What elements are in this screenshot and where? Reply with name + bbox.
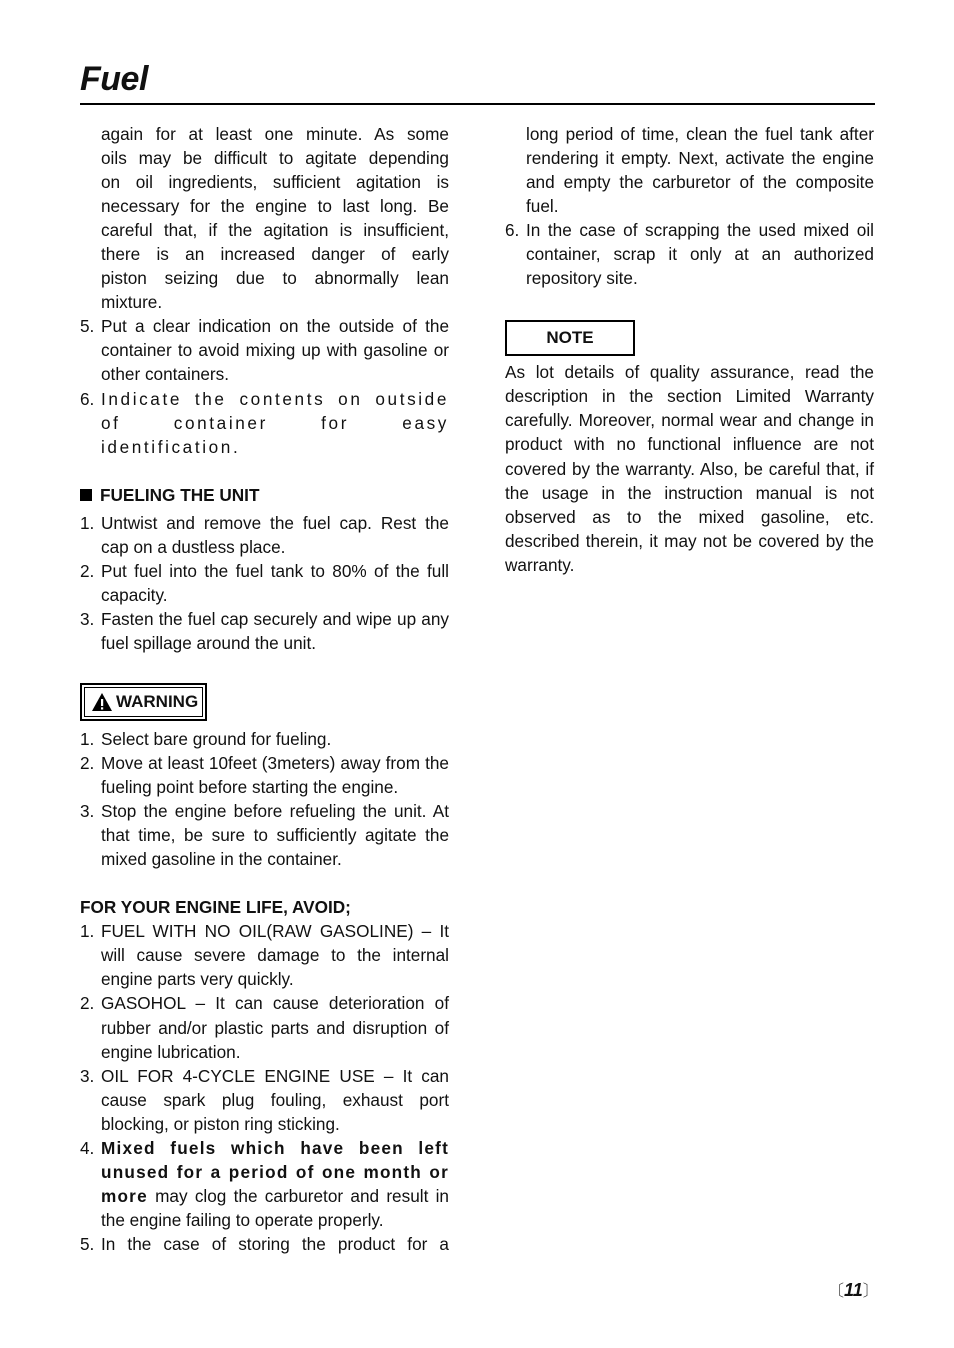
carry-over-paragraph: [80, 122, 449, 314]
fueling-heading: [80, 483, 449, 507]
item-number: 5.: [80, 316, 95, 337]
note-paragraph: As lot details of quality assurance, read the description in the section Limited Warranty carefully. Moreover, normal wear and change in product with no functional influence are not covered by the warranty. Also, be careful that, if the usage in the instruction manual is not observed as to the mixed gasoline, etc. described therein, it may not be covered by the warranty.: [505, 362, 874, 575]
list-item: [80, 799, 449, 871]
list-item: [80, 559, 449, 607]
item-text: Indicate the contents on outside of container for easy identification.: [101, 388, 449, 457]
list-item: [80, 919, 449, 991]
list-item: [80, 387, 449, 459]
warning-label: WARNING: [116, 691, 199, 711]
item-text: Fasten the fuel cap securely and wipe up any fuel spillage around the unit.: [101, 608, 449, 653]
item-text: OIL FOR 4-CYCLE ENGINE USE – It can cause spark plug fouling, exhaust port blocking, or piston ring sticking.: [101, 1065, 449, 1134]
list-item: [80, 751, 449, 799]
left-column: [80, 122, 449, 1256]
carry-line: necessary for the engine to last long. Be: [101, 196, 449, 217]
item-text: GASOHOL – It can cause deterioration of rubber and/or plastic parts and disruption of engine lubrication.: [101, 993, 449, 1062]
carry-line: mixture.: [101, 292, 163, 313]
carry-line: piston seizing due to abnormally lean: [101, 268, 449, 289]
carry-line: again for at least one minute. As some: [101, 124, 449, 144]
list-item: [505, 218, 874, 290]
warning-box: [80, 683, 207, 721]
title-rule: [80, 103, 875, 105]
carry-line: on oil ingredients, sufficient agitation is: [101, 172, 449, 193]
list-item: [80, 607, 449, 655]
fueling-heading-text: FUELING THE UNIT: [100, 484, 260, 505]
item-text: may clog the carburetor and result in the engine failing to operate properly.: [101, 1185, 449, 1230]
list-item: [80, 991, 449, 1063]
list-item: [80, 1232, 449, 1256]
list-item: [80, 1064, 449, 1136]
item-text: Put a clear indication on the outside of the container to avoid mixing up with gasoline or other containers.: [101, 316, 449, 385]
item-number: 2.: [80, 560, 95, 581]
carry-line: careful that, if the agitation is insufficient,: [101, 220, 449, 241]
warning-label-box: [84, 687, 203, 717]
item-text: Stop the engine before refueling the unit. At that time, be sure to sufficiently agitate the mixed gasoline in the container.: [101, 801, 449, 870]
item-text: Untwist and remove the fuel cap. Rest the cap on a dustless place.: [101, 512, 449, 557]
list-item: [80, 727, 449, 751]
page-number-value: 11: [844, 1280, 863, 1300]
item-number: 6.: [80, 388, 95, 409]
item-number: 2.: [80, 993, 95, 1014]
item-number: 5.: [80, 1233, 95, 1254]
list-item: [80, 1136, 449, 1232]
avoid-heading: FOR YOUR ENGINE LIFE, AVOID;: [80, 897, 351, 918]
item-bold-text: Mixed fuels which have been left unused for a period of one month or more: [101, 1137, 449, 1206]
item-text: FUEL WITH NO OIL(RAW GASOLINE) – It will cause severe damage to the internal engine parts very quickly.: [101, 921, 449, 990]
item-text: Move at least 10feet (3meters) away from the fueling point before starting the engine.: [101, 753, 449, 798]
item-text: Select bare ground for fueling.: [101, 728, 332, 749]
carry-line: there is an increased danger of early: [101, 244, 449, 265]
item-number: 3.: [80, 801, 95, 822]
square-bullet-icon: [80, 489, 92, 501]
item-text: In the case of scrapping the used mixed oil container, scrap it only at an authorized repository site.: [526, 220, 874, 289]
note-label: NOTE: [546, 328, 594, 348]
page-number: 〔11〕: [828, 1280, 879, 1300]
item-number: 3.: [80, 608, 95, 629]
list-item: [80, 511, 449, 559]
item-number: 2.: [80, 753, 95, 774]
item-number: 4.: [80, 1137, 95, 1158]
item-number: 1.: [80, 921, 95, 942]
carry-line: oils may be difficult to agitate depending: [101, 148, 449, 169]
warning-triangle-icon: [91, 692, 113, 712]
item-text: Put fuel into the fuel tank to 80% of the full capacity.: [101, 560, 449, 605]
item-number: 3.: [80, 1065, 95, 1086]
right-column: [505, 122, 874, 577]
carry-over-paragraph: long period of time, clean the fuel tank after rendering it empty. Next, activate the engine and empty the carburetor of the composite fuel.: [526, 124, 874, 217]
item-number: 1.: [80, 728, 95, 749]
item-number: 1.: [80, 512, 95, 533]
item-text: In the case of storing the product for a: [101, 1233, 449, 1254]
list-item: [80, 314, 449, 386]
note-box: [505, 320, 635, 356]
item-number: 6.: [505, 220, 520, 241]
page-title: Fuel: [80, 60, 148, 98]
